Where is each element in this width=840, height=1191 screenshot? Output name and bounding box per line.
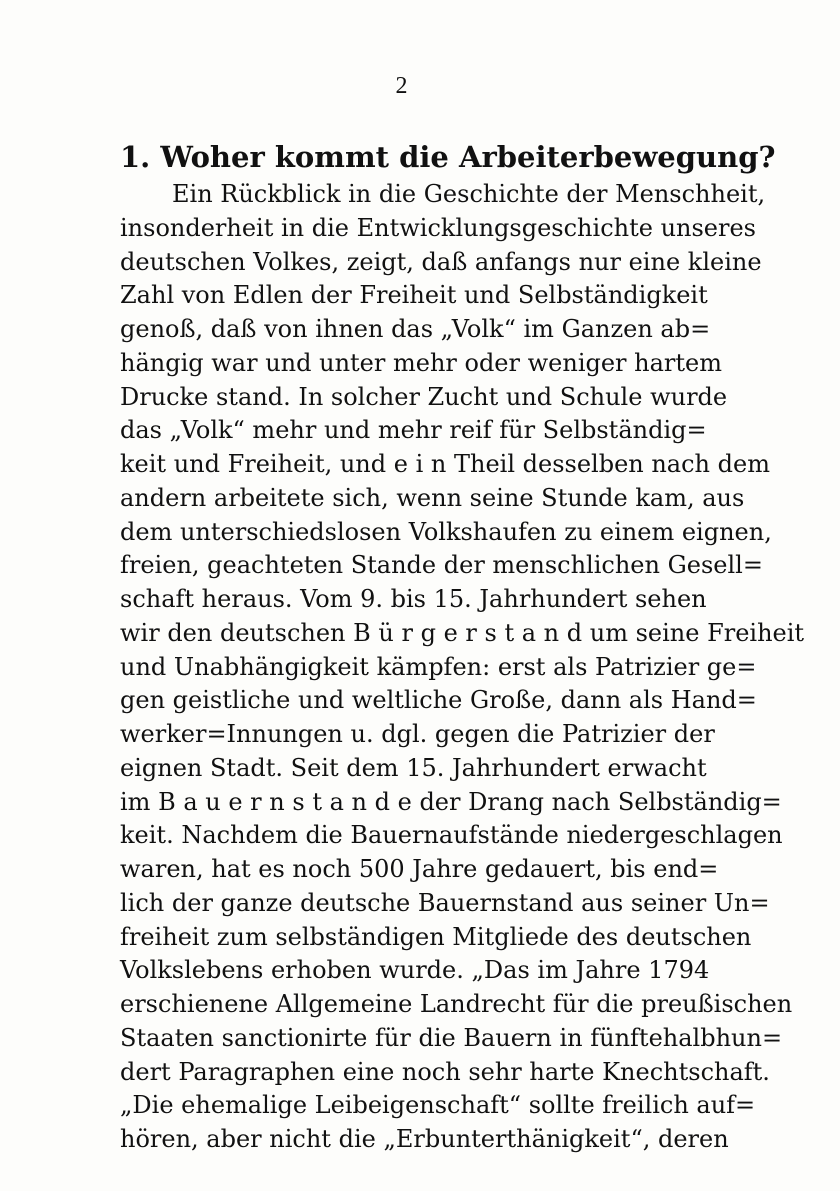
text-line: hören, aber nicht die „Erbunterthänigkeit“, deren — [120, 1125, 729, 1153]
text-line: wir den deutschen B ü r g e r s t a n d um seine Freiheit — [120, 618, 805, 647]
page-number: 2 — [395, 73, 408, 99]
text-line: freien, geachteten Stande der menschlichen Gesell= — [120, 551, 763, 580]
text-line: genoß, daß von ihnen das „Volk“ im Ganzen ab= — [120, 315, 711, 343]
text-line: deutschen Volkes, zeigt, daß anfangs nur eine kleine — [120, 247, 762, 276]
text-line: gen geistliche und weltliche Große, dann als Hand= — [120, 686, 757, 715]
text-line: keit und Freiheit, und e i n Theil desselben nach dem — [120, 450, 770, 478]
text-line: waren, hat es noch 500 Jahre gedauert, bis end= — [120, 855, 719, 883]
text-line: andern arbeitete sich, wenn seine Stunde kam, aus — [120, 483, 745, 512]
body-text — [120, 178, 805, 1157]
text-line: keit. Nachdem die Bauernaufstände niedergeschlagen — [120, 821, 783, 850]
text-line: Drucke stand. In solcher Zucht und Schule wurde — [120, 382, 728, 411]
text-line: insonderheit in die Entwicklungsgeschichte unseres — [120, 213, 756, 242]
text-line: „Die ehemalige Leibeigenschaft“ sollte freilich auf= — [120, 1091, 756, 1120]
text-line: werker=Innungen u. dgl. gegen die Patrizier der — [120, 720, 715, 748]
text-line: eignen Stadt. Seit dem 15. Jahrhundert erwacht — [120, 753, 707, 782]
text-line: freiheit zum selbständigen Mitgliede des deutschen — [120, 922, 752, 951]
text-line: das „Volk“ mehr und mehr reif für Selbständig= — [120, 416, 707, 445]
text-line: im B a u e r n s t a n d e der Drang nach Selbständig= — [120, 787, 782, 816]
text-line: erschienene Allgemeine Landrecht für die preußischen — [120, 990, 793, 1018]
text-line: Ein Rückblick in die Geschichte der Menschheit, — [172, 180, 766, 208]
text-line: lich der ganze deutsche Bauernstand aus seiner Un= — [120, 888, 770, 917]
text-line: Zahl von Edlen der Freiheit und Selbständigkeit — [120, 281, 708, 310]
text-line: Staaten sanctionirte für die Bauern in fünftehalbhun= — [120, 1023, 783, 1052]
text-line: dem unterschiedslosen Volkshaufen zu einem eignen, — [120, 517, 772, 546]
text-line: dert Paragraphen eine noch sehr harte Knechtschaft. — [120, 1057, 770, 1086]
text-line: Volkslebens erhoben wurde. „Das im Jahre 1794 — [120, 956, 710, 985]
chapter-title: 1. Woher kommt die Arbeiterbewegung? — [120, 140, 776, 174]
text-line: hängig war und unter mehr oder weniger hartem — [120, 348, 723, 377]
text-line: schaft heraus. Vom 9. bis 15. Jahrhundert sehen — [120, 585, 707, 613]
text-line: und Unabhängigkeit kämpfen: erst als Patrizier ge= — [120, 652, 757, 681]
